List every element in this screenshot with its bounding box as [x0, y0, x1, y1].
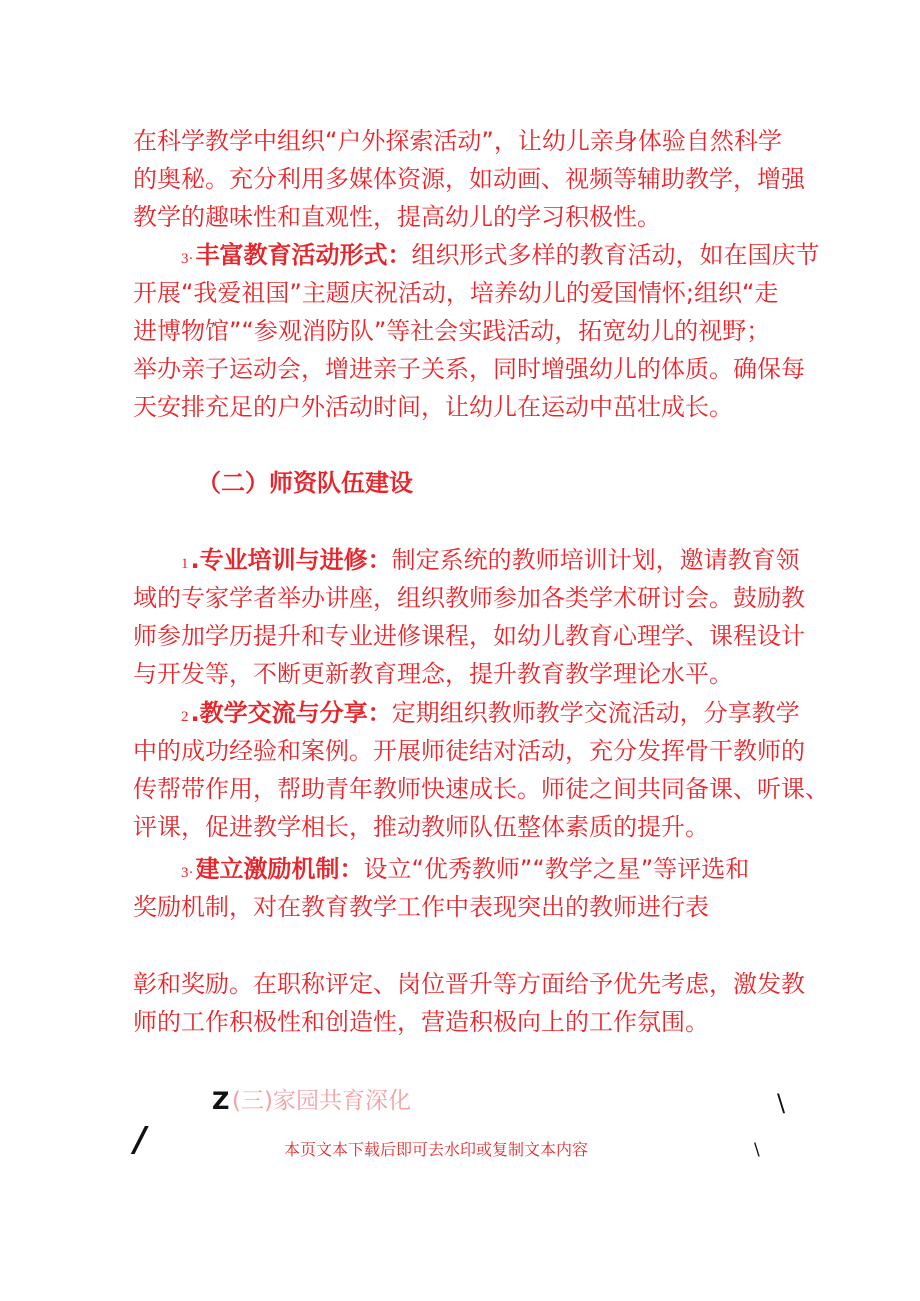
item-text: 设立“优秀教师”“教学之星”等评选和 — [363, 855, 750, 883]
paragraph-line: 中的成功经验和案例。开展师徒结对活动，充分发挥骨干教师的 — [133, 737, 805, 765]
paragraph-line: 的奥秘。充分利用多媒体资源，如动画、视频等辅助教学，增强 — [133, 165, 805, 193]
paragraph-line: 开展“我爱祖国”主题庆祝活动，培养幼儿的爱国情怀;组织“走 — [133, 279, 779, 307]
paragraph-line: 师参加学历提升和专业进修课程，如幼儿教育心理学、课程设计 — [133, 622, 805, 650]
paragraph-line: 传帮带作用，帮助青年教师快速成长。师徒之间共同备课、听课、 — [133, 775, 829, 803]
list-item-rich-activities — [181, 236, 820, 278]
item-title: .教学交流与分享： — [190, 699, 392, 727]
next-section-heading: (三)家园共育深化 — [232, 1088, 411, 1114]
item-number: 1 — [181, 556, 189, 572]
paragraph-line: 评课，促进教学相长，推动教师队伍整体素质的提升。 — [133, 813, 709, 841]
paragraph-line: 域的专家学者举办讲座，组织教师参加各类学术研讨会。鼓励教 — [133, 584, 805, 612]
footer-backslash-small: \ — [754, 1140, 760, 1160]
paragraph-line: 在科学教学中组织“户外探索活动”，让幼儿亲身体验自然科学 — [133, 127, 782, 155]
list-item-training — [181, 541, 800, 583]
item-number: 3· — [181, 865, 194, 881]
item-number: 3· — [181, 251, 194, 267]
footer-mark: Z — [212, 1087, 230, 1115]
paragraph-line: 与开发等，不断更新教育理念，提升教育教学理论水平。 — [133, 660, 733, 688]
paragraph-line: 进博物馆”“参观消防队”等社会实践活动，拓宽幼儿的视野； — [133, 317, 771, 345]
paragraph-line: 教学的趣味性和直观性，提高幼儿的学习积极性。 — [133, 203, 661, 231]
item-text: 定期组织教师教学交流活动，分享教学 — [391, 699, 800, 727]
footer-backslash: \ — [777, 1089, 786, 1117]
item-text: 组织形式多样的教育活动，如在国庆节 — [411, 241, 820, 269]
item-title: 丰富教育活动形式： — [195, 241, 412, 269]
paragraph-line: 举办亲子运动会，增进亲子关系，同时增强幼儿的体质。确保每 — [133, 355, 805, 383]
footer-slash: / — [134, 1120, 147, 1160]
paragraph-line: 彰和奖励。在职称评定、岗位晋升等方面给予优先考虑，激发教 — [133, 970, 805, 998]
item-title: 建立激励机制： — [195, 855, 364, 883]
item-title: .专业培训与进修： — [190, 546, 392, 574]
paragraph-line: 师的工作积极性和创造性，营造积极向上的工作氛围。 — [133, 1008, 709, 1036]
item-text: 制定系统的教师培训计划，邀请教育领 — [391, 546, 800, 574]
section-heading: （二）师资队伍建设 — [197, 469, 413, 497]
list-item-incentives — [181, 850, 749, 892]
paragraph-line: 天安排充足的户外活动时间，让幼儿在运动中茁壮成长。 — [133, 393, 733, 421]
paragraph-line: 奖励机制，对在教育教学工作中表现突出的教师进行表 — [133, 893, 709, 921]
item-number: 2 — [181, 709, 189, 725]
list-item-exchange — [181, 694, 800, 736]
watermark-notice: 本页文本下载后即可去水印或复制文本内容 — [284, 1140, 589, 1159]
